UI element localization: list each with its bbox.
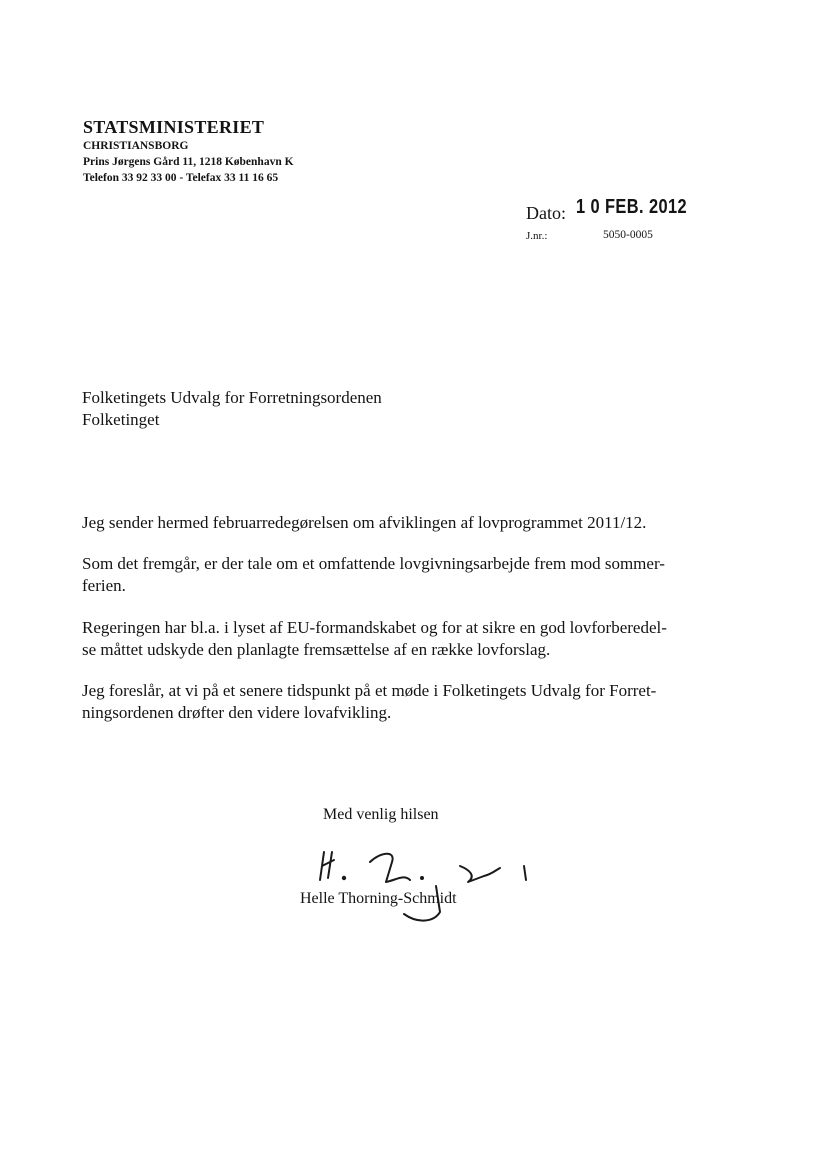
date-label: Dato:	[526, 203, 566, 223]
paragraph-2-line-1: Som det fremgår, er der tale om et omfattende lovgivningsarbejde frem mod sommer-	[82, 554, 665, 573]
paragraph-4-line-1: Jeg foreslår, at vi på et senere tidspunkt på et møde i Folketingets Udvalg for Forret-	[82, 681, 657, 700]
paragraph-3	[82, 617, 704, 661]
journal-number: 5050-0005	[603, 229, 653, 241]
org-name: STATSMINISTERIET	[83, 117, 265, 137]
date-stamp: 1 0 FEB. 2012	[576, 196, 688, 218]
paragraph-2	[82, 553, 704, 597]
closing-greeting: Med venlig hilsen	[323, 806, 439, 823]
signer-name: Helle Thorning-Schmidt	[300, 890, 457, 907]
recipient-line-2: Folketinget	[82, 410, 160, 429]
journal-number-label: J.nr.:	[526, 230, 548, 242]
recipient-line-1: Folketingets Udvalg for Forretningsordenen	[82, 388, 382, 407]
paragraph-3-line-2: se måttet udskyde den planlagte fremsættelse af en række lovforslag.	[82, 640, 551, 659]
building-name: CHRISTIANSBORG	[83, 140, 189, 152]
paragraph-4	[82, 680, 704, 724]
paragraph-2-line-2: ferien.	[82, 576, 126, 595]
paragraph-1-text: Jeg sender hermed februarredegørelsen om afviklingen af lovprogrammet 2011/12.	[82, 513, 647, 532]
phone-fax: Telefon 33 92 33 00 - Telefax 33 11 16 65	[83, 172, 279, 184]
paragraph-1	[82, 512, 704, 534]
paragraph-3-line-1: Regeringen har bl.a. i lyset af EU-formandskabet og for at sikre en god lovforberedel-	[82, 618, 667, 637]
paragraph-4-line-2: ningsordenen drøfter den videre lovafvikling.	[82, 703, 392, 722]
address: Prins Jørgens Gård 11, 1218 København K	[83, 156, 294, 168]
